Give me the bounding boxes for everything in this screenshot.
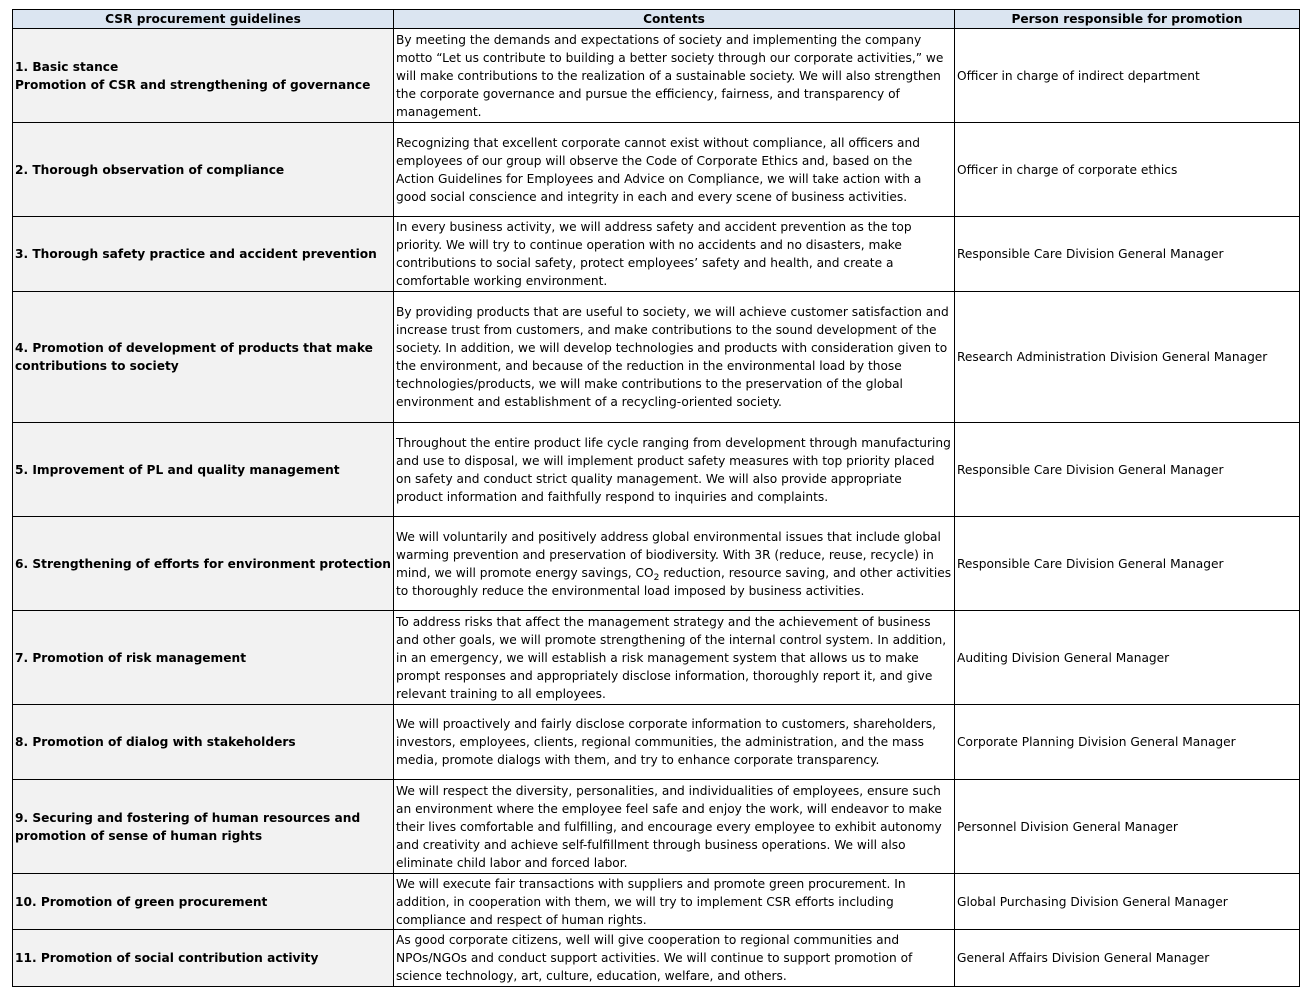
table-row [13, 517, 1300, 611]
csr-guidelines-table-wrapper [12, 9, 1299, 987]
header-row [13, 10, 1300, 29]
contents-cell: To address risks that affect the management strategy and the achievement of business and other goals, we will promote strengthening of the internal control system. In addition, in an emergency, we will establish a risk management system that allows us to make prompt responses and appropriately disclose information, thoroughly report it, and give relevant training to all employees. [394, 611, 955, 705]
guideline-cell: 4. Promotion of development of products that make contributions to society [13, 292, 394, 423]
table-row [13, 292, 1300, 423]
contents-cell: We will respect the diversity, personalities, and individualities of employees, ensure such an environment where the employee feel safe and enjoy the work, will endeavor to make their lives comfortable and fulfilling, and encourage every employee to exhibit autonomy and creativity and achieve self-fulfillment through business operations. We will also eliminate child labor and forced labor. [394, 780, 955, 874]
person-cell: Officer in charge of corporate ethics [955, 123, 1300, 217]
person-cell: Responsible Care Division General Manager [955, 217, 1300, 292]
table-row [13, 29, 1300, 123]
guideline-cell: 2. Thorough observation of compliance [13, 123, 394, 217]
contents-cell: Throughout the entire product life cycle ranging from development through manufacturing and use to disposal, we will implement product safety measures with top priority placed on safety and conduct strict quality management. We will also provide appropriate product information and faithfully respond to inquiries and complaints. [394, 423, 955, 517]
guideline-cell: 3. Thorough safety practice and accident prevention [13, 217, 394, 292]
person-cell: Auditing Division General Manager [955, 611, 1300, 705]
contents-cell: We will execute fair transactions with suppliers and promote green procurement. In addition, in cooperation with them, we will try to implement CSR efforts including compliance and respect of human rights. [394, 874, 955, 930]
table-row [13, 123, 1300, 217]
contents-cell: In every business activity, we will address safety and accident prevention as the top priority. We will try to continue operation with no accidents and no disasters, make contributions to social safety, protect employees’ safety and health, and create a comfortable working environment. [394, 217, 955, 292]
person-cell: General Affairs Division General Manager [955, 930, 1300, 987]
contents-cell: By meeting the demands and expectations of society and implementing the company motto “Let us contribute to building a better society through our corporate activities,” we will make contributions to the realization of a sustainable society. We will also strengthen the corporate governance and pursue the efficiency, fairness, and transparency of management. [394, 29, 955, 123]
contents-cell: By providing products that are useful to society, we will achieve customer satisfaction and increase trust from customers, and make contributions to the sound development of the society. In addition, we will develop technologies and products with consideration given to the environment, and because of the reduction in the environmental load by those technologies/products, we will make contributions to the preservation of the global environment and establishment of a recycling-oriented society. [394, 292, 955, 423]
person-cell: Officer in charge of indirect department [955, 29, 1300, 123]
table-row [13, 611, 1300, 705]
csr-guidelines-table [12, 9, 1300, 987]
table-row [13, 780, 1300, 874]
guideline-cell: 7. Promotion of risk management [13, 611, 394, 705]
table-row [13, 874, 1300, 930]
contents-cell: We will voluntarily and positively address global environmental issues that include global warming prevention and preservation of biodiversity. With 3R (reduce, reuse, recycle) in mind, we will promote energy savings, $CO_2$ reduction, resource saving, and other activities to thoroughly reduce the environmental load imposed by business activities. [394, 517, 955, 611]
header-contents: Contents [394, 10, 955, 29]
table-row [13, 705, 1300, 780]
person-cell: Personnel Division General Manager [955, 780, 1300, 874]
guideline-cell: 6. Strengthening of efforts for environment protection [13, 517, 394, 611]
guideline-cell: 10. Promotion of green procurement [13, 874, 394, 930]
table-row [13, 930, 1300, 987]
person-cell: Research Administration Division General Manager [955, 292, 1300, 423]
person-cell: Responsible Care Division General Manager [955, 517, 1300, 611]
person-cell: Corporate Planning Division General Manager [955, 705, 1300, 780]
person-cell: Global Purchasing Division General Manager [955, 874, 1300, 930]
contents-cell: We will proactively and fairly disclose corporate information to customers, shareholders, investors, employees, clients, regional communities, the administration, and the mass media, promote dialogs with them, and try to enhance corporate transparency. [394, 705, 955, 780]
guideline-cell: 5. Improvement of PL and quality management [13, 423, 394, 517]
table-row [13, 217, 1300, 292]
contents-cell: Recognizing that excellent corporate cannot exist without compliance, all officers and employees of our group will observe the Code of Corporate Ethics and, based on the Action Guidelines for Employees and Advice on Compliance, we will take action with a good social conscience and integrity in each and every scene of business activities. [394, 123, 955, 217]
guideline-cell: 11. Promotion of social contribution activity [13, 930, 394, 987]
guideline-cell: 8. Promotion of dialog with stakeholders [13, 705, 394, 780]
contents-cell: As good corporate citizens, well will give cooperation to regional communities and NPOs/NGOs and conduct support activities. We will continue to support promotion of science technology, art, culture, education, welfare, and others. [394, 930, 955, 987]
guideline-cell: 1. Basic stance Promotion of CSR and strengthening of governance [13, 29, 394, 123]
person-cell: Responsible Care Division General Manager [955, 423, 1300, 517]
header-guidelines: CSR procurement guidelines [13, 10, 394, 29]
guideline-cell: 9. Securing and fostering of human resources and promotion of sense of human rights [13, 780, 394, 874]
table-row [13, 423, 1300, 517]
header-person: Person responsible for promotion [955, 10, 1300, 29]
